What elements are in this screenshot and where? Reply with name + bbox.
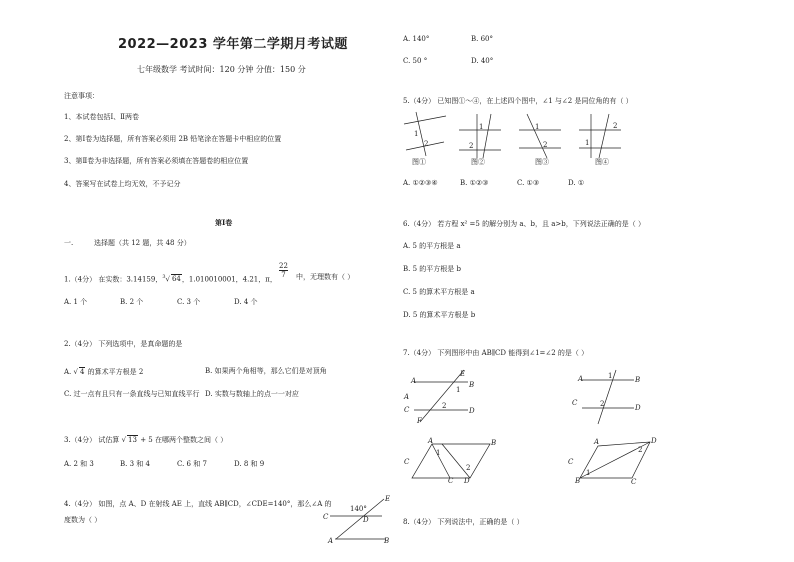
option-c: C. 过一点有且只有一条直线与已知直线平行 <box>64 390 200 398</box>
svg-text:A: A <box>404 393 410 401</box>
q7-figure-c <box>402 436 502 486</box>
option-d: D. 5 的算术平方根是 b <box>403 311 476 319</box>
svg-text:A: A <box>594 438 600 446</box>
option-d: D. 实数与数轴上的点一一对应 <box>205 390 299 398</box>
svg-text:C: C <box>323 513 329 521</box>
option-c: C. 3 个 <box>177 298 201 306</box>
svg-text:140°: 140° <box>350 505 367 513</box>
q5-figure-1 <box>402 112 450 170</box>
svg-text:1: 1 <box>479 123 484 131</box>
option-b: B. 3 和 4 <box>120 460 150 468</box>
volume-heading: 第Ⅰ卷 <box>215 218 233 227</box>
q4-figure <box>320 495 395 545</box>
part-title: 选择题（共 12 题，共 48 分） <box>94 239 191 247</box>
question-3-stem: 3.（4分） 试估算 √ 13 + 5 在哪两个整数之间（ ） <box>64 436 228 444</box>
svg-text:D: D <box>651 437 657 445</box>
q7-figure-a <box>402 368 482 426</box>
note-item: 4、答案写在试卷上均无效，不予记分 <box>64 180 181 188</box>
svg-text:1: 1 <box>608 372 613 380</box>
svg-text:1: 1 <box>535 123 540 131</box>
question-2-stem: 2.（4分） 下列选项中，是真命题的是 <box>64 340 183 348</box>
question-5-stem: 5.（4分） 已知图①～④，在上述四个图中，∠1 与∠2 是同位角的有（ ） <box>403 97 633 105</box>
svg-text:图③: 图③ <box>535 158 549 166</box>
svg-text:C: C <box>568 458 574 466</box>
svg-text:B: B <box>635 376 641 384</box>
question-7-stem: 7.（4分） 下列图形中由 AB∥CD 能得到∠1=∠2 的是（ ） <box>403 349 589 357</box>
option-b: B. 2 个 <box>120 298 144 306</box>
svg-text:D: D <box>469 407 475 415</box>
svg-text:2: 2 <box>469 142 474 150</box>
q4-option-c: C. 50 ° <box>403 57 428 65</box>
svg-text:A: A <box>411 377 417 385</box>
question-1-stem: 1.（4分） 在实数：3.14159，$^3$√ 64，1.010010001，4.21，π， <box>64 274 277 284</box>
svg-text:C: C <box>448 477 454 485</box>
option-a: A. √ 4 的算术平方根是 2 <box>64 368 144 376</box>
q5-figure-3 <box>517 112 565 170</box>
svg-text:C: C <box>631 478 637 486</box>
svg-text:1: 1 <box>585 139 590 147</box>
q5-figure-2 <box>457 112 505 170</box>
svg-text:D: D <box>635 404 641 412</box>
svg-text:B: B <box>575 477 581 485</box>
question-6-stem: 6.（4分） 若方程 x² =5 的解分别为 a、b，且 a>b，下列说法正确的是（ ） <box>403 220 645 228</box>
svg-text:图①: 图① <box>412 158 426 166</box>
svg-text:E: E <box>385 495 391 503</box>
svg-text:2: 2 <box>442 402 447 410</box>
svg-text:A: A <box>578 375 584 383</box>
question-4-line2: 度数为（ ） <box>64 516 102 524</box>
option-c: C. 6 和 7 <box>177 460 207 468</box>
svg-text:2: 2 <box>424 140 429 148</box>
svg-text:1: 1 <box>456 386 461 394</box>
question-4-line1: 4.（4分） 如图，点 A、D 在射线 AE 上，直线 AB∥CD，∠CDE=140°，那么∠A 的 <box>64 500 332 508</box>
svg-text:2: 2 <box>613 122 618 130</box>
svg-text:图④: 图④ <box>595 158 609 166</box>
option-a: A. 5 的平方根是 a <box>403 242 461 250</box>
svg-text:1: 1 <box>436 449 441 457</box>
svg-text:C: C <box>404 406 410 414</box>
note-item: 2、第Ⅰ卷为选择题，所有答案必须用 2B 铅笔涂在答题卡中相应的位置 <box>64 135 282 143</box>
notes-heading: 注意事项： <box>64 92 99 100</box>
option-d: D. ① <box>568 179 585 187</box>
q4-option-b: B. 60° <box>471 35 494 43</box>
svg-text:E: E <box>460 370 466 378</box>
svg-text:F: F <box>417 417 422 425</box>
option-d: D. 4 个 <box>234 298 258 306</box>
svg-text:B: B <box>469 381 475 389</box>
svg-text:2: 2 <box>638 446 643 454</box>
q4-option-a: A. 140° <box>403 35 430 43</box>
svg-text:D: D <box>464 477 470 485</box>
option-a: A. ①②③④ <box>403 179 438 187</box>
q5-figure-4 <box>577 112 625 170</box>
option-c: C. 5 的算术平方根是 a <box>403 288 475 296</box>
q4-option-d: D. 40° <box>471 57 494 65</box>
q7-figure-b <box>572 368 652 426</box>
question-1-stem-end: 中，无理数有（ ） <box>296 273 355 281</box>
option-a: A. 2 和 3 <box>64 460 94 468</box>
option-c: C. ①③ <box>517 179 540 187</box>
svg-text:2: 2 <box>600 400 605 408</box>
svg-text:A: A <box>428 437 434 445</box>
svg-text:2: 2 <box>466 464 471 472</box>
question-8-stem: 8.（4分） 下列说法中，正确的是（ ） <box>403 518 524 526</box>
svg-text:B: B <box>491 439 497 447</box>
svg-text:C: C <box>572 399 578 407</box>
option-b: B. ①②③ <box>460 179 489 187</box>
svg-text:B: B <box>384 537 390 545</box>
svg-text:1: 1 <box>414 130 419 138</box>
svg-text:C: C <box>404 458 410 466</box>
option-d: D. 8 和 9 <box>234 460 265 468</box>
q7-figure-d <box>568 436 664 486</box>
option-a: A. 1 个 <box>64 298 88 306</box>
svg-text:1: 1 <box>586 469 591 477</box>
svg-text:2: 2 <box>543 141 548 149</box>
exam-title: 2022—2023 学年第二学期月考试题 <box>118 37 348 52</box>
part-number: 一. <box>64 239 74 247</box>
option-b: B. 如果两个角相等，那么它们是对顶角 <box>205 367 327 375</box>
option-b: B. 5 的平方根是 b <box>403 265 461 273</box>
svg-text:D: D <box>363 516 369 524</box>
note-item: 1、本试卷包括Ⅰ、Ⅱ两卷 <box>64 113 139 121</box>
svg-text:图②: 图② <box>471 158 485 166</box>
svg-text:A: A <box>328 537 334 545</box>
fraction-22-7: $\frac{22}{7}$ <box>279 262 288 279</box>
exam-subtitle: 七年级数学 考试时间：120 分钟 分值：150 分 <box>137 65 306 74</box>
note-item: 3、第Ⅱ卷为非选择题，所有答案必须填在答题卷的相应位置 <box>64 157 249 165</box>
